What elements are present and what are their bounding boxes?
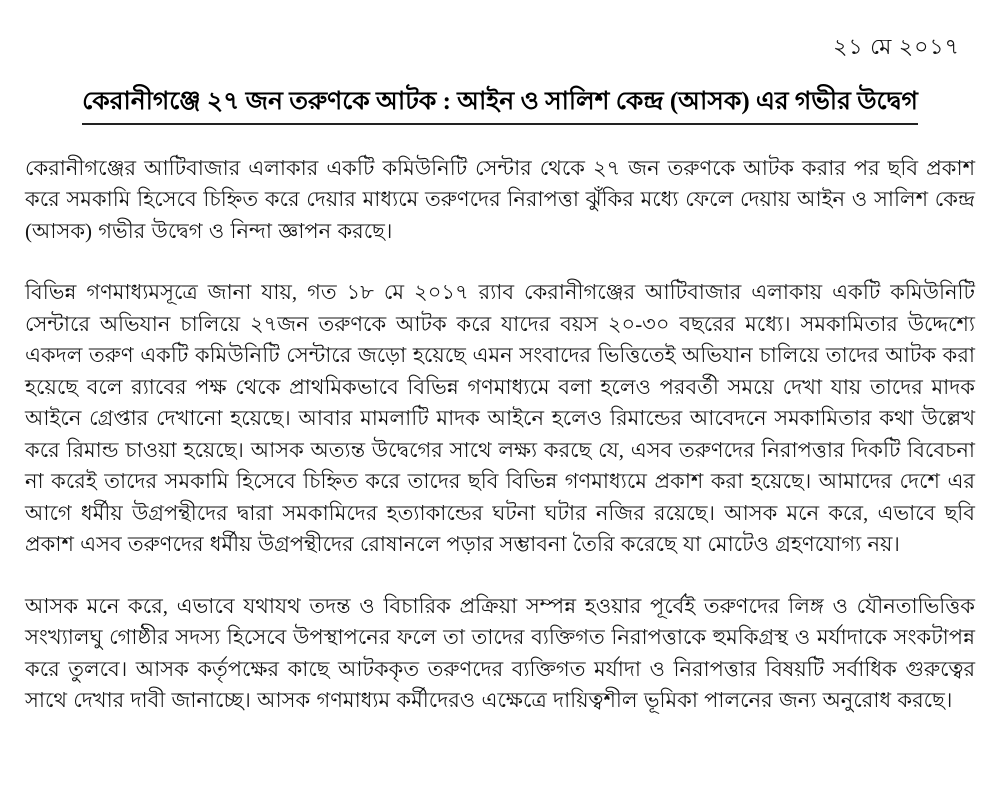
document-body [25, 153, 975, 717]
paragraph-1: কেরানীগঞ্জের আটিবাজার এলাকার একটি কমিউনিটি সেন্টার থেকে ২৭ জন তরুণকে আটক করার পর ছবি প্রকাশ করে সমকামি হিসেবে চিহ্নিত করে দেয়ার মাধ্যমে তরুণদের নিরাপত্তা ঝুঁকির মধ্যে ফেলে দেয়ায় আইন ও সালিশ কেন্দ্র (আসক) গভীর উদ্বেগ ও নিন্দা জ্ঞাপন করছে। [25, 155, 975, 243]
document-title: কেরানীগঞ্জে ২৭ জন তরুণকে আটক : আইন ও সালিশ কেন্দ্র (আসক) এর গভীর উদ্বেগ [82, 85, 918, 125]
paragraph-3: আসক মনে করে, এভাবে যথাযথ তদন্ত ও বিচারিক প্রক্রিয়া সম্পন্ন হওয়ার পূর্বেই তরুণদের লিঙ্গ ও যৌনতাভিত্তিক সংখ্যালঘু গোষ্ঠীর সদস্য হিসেবে উপস্থাপনের ফলে তা তাদের ব্যক্তিগত নিরাপত্তাকে হুমকিগ্রস্থ ও মর্যাদাকে সংকটাপন্ন করে তুলবে। আসক কর্তৃপক্ষের কাছে আটককৃত তরুণদের ব্যক্তিগত মর্যাদা ও নিরাপত্তার বিষয়টি সর্বাধিক গুরুত্বের সাথে দেখার দাবী জানাচ্ছে। আসক গণমাধ্যম কর্মীদেরও এক্ষেত্রে দায়িত্বশীল ভূমিকা পালনের জন্য অনুরোধ করছে। [25, 593, 975, 713]
paragraph-2: বিভিন্ন গণমাধ্যমসূত্রে জানা যায়, গত ১৮ মে ২০১৭ র‍্যাব কেরানীগঞ্জের আটিবাজার এলাকায় একটি কমিউনিটি সেন্টারে অভিযান চালিয়ে ২৭জন তরুণকে আটক করে যাদের বয়স ২০-৩০ বছরের মধ্যে। সমকামিতার উদ্দেশ্যে একদল তরুণ একটি কমিউনিটি সেন্টারে জড়ো হয়েছে এমন সংবাদের ভিত্তিতেই অভিযান চালিয়ে তাদের আটক করা হয়েছে বলে র‍্যাবের পক্ষ থেকে প্রাথমিকভাবে বিভিন্ন গণমাধ্যমে বলা হলেও পরবর্তী সময়ে দেখা যায় তাদের মাদক আইনে গ্রেপ্তার দেখানো হয়েছে। আবার মামলাটি মাদক আইনে হলেও রিমান্ডের আবেদনে সমকামিতার কথা উল্লেখ করে রিমান্ড চাওয়া হয়েছে। আসক অত্যন্ত উদ্বেগের সাথে লক্ষ্য করছে যে, এসব তরুণদের নিরাপত্তার দিকটি বিবেচনা না করেই তাদের সমকামি হিসেবে চিহ্নিত করে তাদের ছবি বিভিন্ন গণমাধ্যমে প্রকাশ করা হয়েছে। আমাদের দেশে এর আগে ধর্মীয় উগ্রপন্থীদের দ্বারা সমকামিদের হত্যাকান্ডের ঘটনা ঘটার নজির রয়েছে। আসক মনে করে, এভাবে ছবি প্রকাশ এসব তরুণদের ধর্মীয় উগ্রপন্থীদের রোষানলে পড়ার সম্ভাবনা তৈরি করেছে যা মোটেও গ্রহণযোগ্য নয়। [25, 280, 975, 557]
document-date: ২১ মে ২০১৭ [833, 34, 960, 59]
title-row [25, 85, 975, 125]
